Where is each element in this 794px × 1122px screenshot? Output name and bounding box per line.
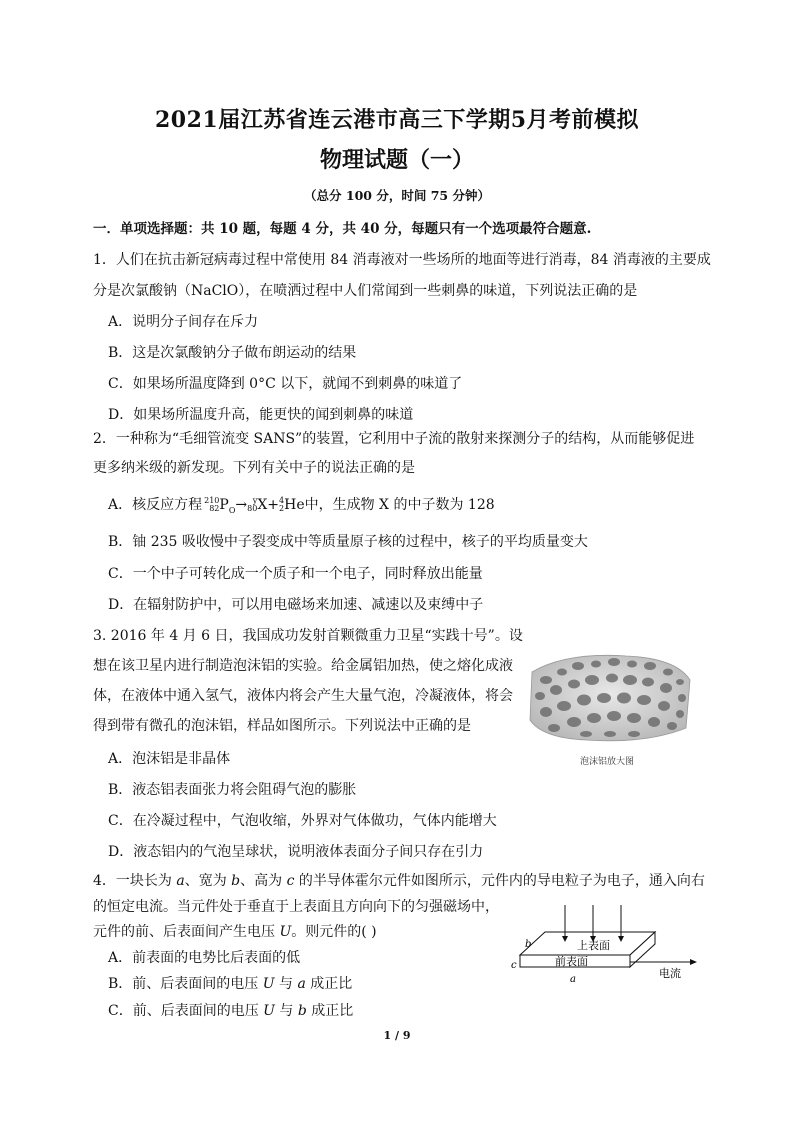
q4-text: B．前、后表面间的电压 — [108, 976, 263, 992]
q4-stem-line3 — [93, 921, 377, 941]
q2-option-d: D．在辐射防护中，可以用电磁场来加速、减速以及束缚中子 — [108, 597, 484, 613]
q2-option-a-suffix: 中，生成物 X 的中子数为 128 — [304, 497, 495, 513]
q4-option-a: A．前表面的电势比后表面的低 — [108, 950, 301, 966]
q4-text: 成正比 — [305, 976, 353, 992]
var-U: U — [262, 976, 275, 992]
po-charge: 82 — [209, 504, 220, 513]
front-face-label: 前表面 — [555, 955, 588, 968]
exam-info: （总分 100 分，时间 75 分钟） — [304, 188, 490, 203]
figure-caption: 泡沫铝放大图 — [580, 757, 635, 767]
q1-stem-line1: 1．人们在抗击新冠病毒过程中常使用 84 消毒液对一些场所的地面等进行消毒，84 消毒液的主要成 — [93, 252, 711, 268]
he-mass: 4 — [279, 496, 285, 505]
q2-option-a — [108, 494, 495, 514]
exam-title: 2021届江苏省连云港市高三下学期5月考前模拟 — [154, 107, 640, 133]
q1-stem-line2: 分是次氯酸钠（NaClO），在喷洒过程中人们常闻到一些刺鼻的味道，下列说法正确的是 — [93, 283, 638, 299]
he-charge: 2 — [279, 504, 285, 513]
page-number: 1 / 9 — [383, 1029, 411, 1042]
var-U: U — [263, 1003, 275, 1019]
nuclear-equation — [202, 497, 304, 513]
q3-option-c: C．在冷凝过程中，气泡收缩，外界对气体做功，气体内能增大 — [108, 813, 497, 829]
q4-text: C．前、后表面间的电压 — [108, 1003, 264, 1019]
q4-text: 成正比 — [306, 1003, 354, 1019]
q3-option-b: B．液态铝表面张力将会阻碍气泡的膨胀 — [108, 782, 357, 798]
po-mass: 210 — [204, 496, 220, 505]
top-face-label: 上表面 — [577, 939, 610, 952]
q1-option-b: B．这是次氯酸钠分子做布朗运动的结果 — [108, 345, 357, 361]
current-label: 电流 — [659, 967, 681, 980]
edge-label-b: b — [525, 939, 532, 950]
q4-text: 的半导体霍尔元件如图所示，元件内的导电粒子为电子，通入向右 — [294, 873, 705, 889]
edge-label-a: a — [570, 974, 576, 985]
edge-label-c: c — [511, 960, 517, 971]
q4-text: 与 — [274, 976, 298, 992]
var-b: b — [297, 1003, 307, 1019]
q2-stem-line2: 更多纳米级的新发现。下列有关中子的说法正确的是 — [93, 460, 415, 476]
var-a: a — [297, 976, 306, 992]
q3-stem-line4: 得到带有微孔的泡沫铝，样品如图所示。下列说法中正确的是 — [93, 718, 471, 734]
x-charge: 80 — [247, 504, 258, 513]
section-heading: 一．单项选择题：共 10 题，每题 4 分，共 40 分，每题只有一个选项最符合题意. — [93, 221, 592, 237]
q3-stem-line3: 体，在液体中通入氢气，液体内将会产生大量气泡，冷凝液体，将会 — [93, 688, 513, 704]
q4-text: 、宽为 — [184, 873, 232, 889]
q4-text: 、高为 — [240, 873, 287, 889]
q3-stem-line2: 想在该卫星内进行制造泡沫铝的实验。给金属铝加热，使之熔化成液 — [93, 658, 513, 674]
q3-option-a: A．泡沫铝是非晶体 — [108, 751, 231, 767]
x-mass: y — [252, 496, 258, 505]
q4-option-b — [108, 973, 352, 993]
po-symbol: P — [219, 497, 229, 513]
q4-stem-line2: 的恒定电流。当元件处于垂直于上表面且方向向下的匀强磁场中， — [93, 899, 499, 915]
q2-option-b: B．铀 235 吸收慢中子裂变成中等质量原子核的过程中，核子的平均质量变大 — [108, 534, 588, 550]
q3-option-d: D．液态铝内的气泡呈球状，说明液体表面分子间只存在引力 — [108, 844, 484, 860]
q1-option-d: D．如果场所温度升高，能更快的闻到刺鼻的味道 — [108, 407, 414, 423]
q4-text: 元件的前、后表面间产生电压 — [93, 924, 280, 940]
q4-text: 。则元件的( ) — [291, 924, 377, 940]
q4-option-c — [108, 1000, 353, 1020]
var-c: c — [286, 873, 295, 889]
foam-aluminum-image — [526, 650, 694, 746]
he-symbol: He — [284, 497, 305, 513]
plus: + — [267, 497, 280, 513]
var-b: b — [231, 873, 241, 889]
q3-stem-line1: 3. 2016 年 4 月 6 日，我国成功发射首颗微重力卫星“实践十号”。设 — [93, 628, 523, 644]
exam-subtitle: 物理试题（一） — [319, 147, 474, 173]
q2-option-c: C．一个中子可转化成一个质子和一个电子，同时释放出能量 — [108, 566, 483, 582]
q1-option-a: A．说明分子间存在斥力 — [108, 314, 259, 330]
po-sub: O — [228, 505, 236, 515]
q4-text: 与 — [274, 1003, 298, 1019]
x-symbol: X — [257, 497, 268, 513]
current-arrowhead — [690, 959, 697, 965]
q4-text: 4．一块长为 — [93, 873, 177, 889]
arrow: → — [235, 497, 248, 513]
q4-stem-line1 — [93, 870, 705, 890]
hall-element-diagram — [505, 905, 705, 990]
q1-option-c: C．如果场所温度降到 0°C 以下，就闻不到刺鼻的味道了 — [108, 376, 463, 392]
var-U: U — [279, 924, 292, 940]
var-a: a — [176, 873, 185, 889]
q2-stem-line1: 2．一种称为“毛细管流变 SANS”的装置，它利用中子流的散射来探测分子的结构，从而能够促进 — [93, 431, 695, 447]
q2-option-a-prefix: A．核反应方程 — [108, 497, 203, 513]
